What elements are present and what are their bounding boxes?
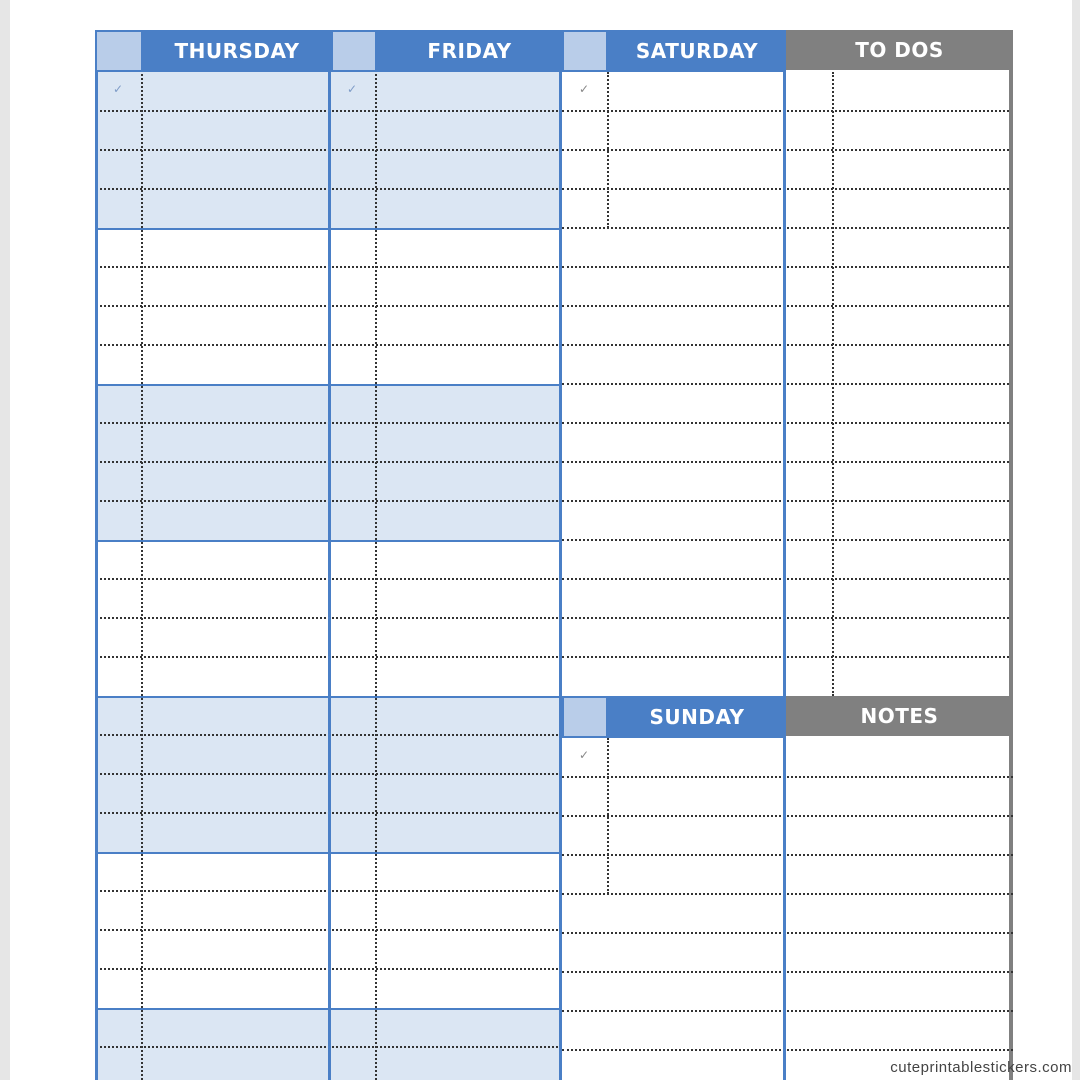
saturday-todos-grid — [562, 30, 1013, 696]
saturday-header: SATURDAY — [608, 30, 786, 72]
weekly-planner-sheet — [95, 30, 1013, 1080]
sunday-notes-divider — [783, 696, 786, 1080]
thursday-header: THURSDAY — [143, 30, 331, 72]
friday-header: FRIDAY — [377, 30, 562, 72]
thursday-friday-divider — [328, 30, 331, 1080]
saturday-check-header — [562, 30, 608, 72]
page-edge-left — [0, 0, 10, 1080]
thursday-check-mark: ✓ — [113, 82, 124, 96]
todos-header: TO DOS — [786, 30, 1013, 70]
sunday-header: SUNDAY — [608, 696, 786, 738]
friday-check-mark: ✓ — [347, 82, 358, 96]
page-edge-right — [1072, 0, 1080, 1080]
saturday-check-mark: ✓ — [579, 82, 590, 96]
footer-watermark: cuteprintablestickers.com — [890, 1059, 1072, 1076]
sunday-notes-grid — [562, 696, 1013, 1080]
sunday-check-header — [562, 696, 608, 738]
thursday-left-border — [95, 30, 98, 1080]
notes-header: NOTES — [786, 696, 1013, 736]
sunday-check-mark: ✓ — [579, 748, 590, 762]
saturday-todos-divider — [783, 30, 786, 696]
friday-check-header — [331, 30, 377, 72]
thursday-check-header — [95, 30, 143, 72]
